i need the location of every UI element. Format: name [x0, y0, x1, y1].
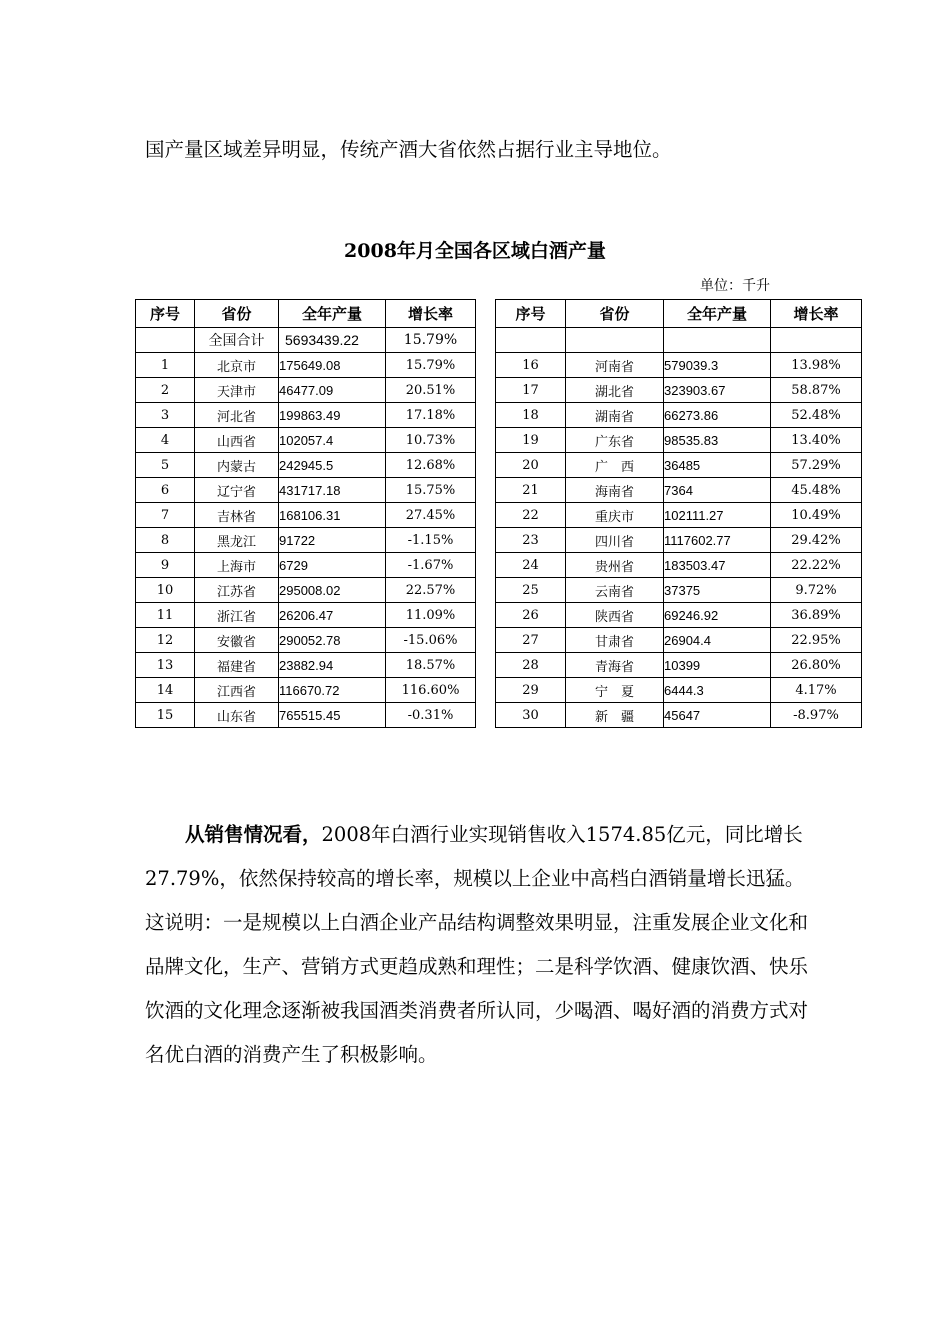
cell-output: 295008.02: [279, 578, 386, 603]
table-row: [136, 578, 476, 603]
cell-rate: 9.72%: [771, 578, 862, 603]
table-row: [136, 553, 476, 578]
cell-seq: 7: [136, 503, 195, 528]
cell-province: 海南省: [566, 478, 664, 503]
header-row: [136, 300, 476, 328]
table-row: [496, 678, 862, 703]
cell-province: 重庆市: [566, 503, 664, 528]
cell-rate: 15.75%: [386, 478, 476, 503]
production-table-left: [135, 299, 476, 728]
table-row: [136, 603, 476, 628]
cell-output: 66273.86: [664, 403, 771, 428]
cell-rate: 116.60%: [386, 678, 476, 703]
table-row: [136, 528, 476, 553]
cell-seq: 9: [136, 553, 195, 578]
cell-rate: 36.89%: [771, 603, 862, 628]
cell-rate: 57.29%: [771, 453, 862, 478]
sales-body: 2008年白酒行业实现销售收入1574.85亿元，同比增长27.79%，依然保持较高的增长率，规模以上企业中高档白酒销量增长迅猛。这说明：一是规模以上白酒企业产品结构调整效果明显，注重发展企业文化和品牌文化，生产、营销方式更趋成熟和理性；二是科学饮酒、健康饮酒、快乐饮酒的文化理念逐渐被我国酒类消费者所认同，少喝酒、喝好酒的消费方式对名优白酒的消费产生了积极影响。: [145, 823, 809, 1066]
table-row: [136, 478, 476, 503]
cell-seq: 26: [496, 603, 566, 628]
cell-province: 全国合计: [195, 328, 279, 353]
cell-output: 91722: [279, 528, 386, 553]
cell-seq: 25: [496, 578, 566, 603]
cell-seq: 17: [496, 378, 566, 403]
cell-output: 69246.92: [664, 603, 771, 628]
cell-province: 青海省: [566, 653, 664, 678]
cell-output: 36485: [664, 453, 771, 478]
cell-rate: -0.31%: [386, 703, 476, 728]
table-row: [496, 503, 862, 528]
table-title: 2008年月全国各区域白酒产量: [344, 240, 606, 262]
cell-province: 陕西省: [566, 603, 664, 628]
cell-seq: 23: [496, 528, 566, 553]
table-row: [136, 353, 476, 378]
table-row: [496, 628, 862, 653]
header-rate: 增长率: [386, 300, 476, 328]
table-row: [496, 553, 862, 578]
header-province: 省份: [566, 300, 664, 328]
cell-rate: 52.48%: [771, 403, 862, 428]
cell-seq: 22: [496, 503, 566, 528]
cell-output: 242945.5: [279, 453, 386, 478]
cell-province: 宁 夏: [566, 678, 664, 703]
cell-province: 贵州省: [566, 553, 664, 578]
cell-output: 5693439.22: [279, 328, 386, 353]
cell-province: 山东省: [195, 703, 279, 728]
cell-output: 431717.18: [279, 478, 386, 503]
table-row: [496, 528, 862, 553]
cell-province: 辽宁省: [195, 478, 279, 503]
cell-output: 45647: [664, 703, 771, 728]
cell-output: 183503.47: [664, 553, 771, 578]
table-row: [136, 378, 476, 403]
header-seq: 序号: [496, 300, 566, 328]
cell-output: 102111.27: [664, 503, 771, 528]
cell-output: 10399: [664, 653, 771, 678]
cell-output: 175649.08: [279, 353, 386, 378]
cell-province: 浙江省: [195, 603, 279, 628]
cell-output: 323903.67: [664, 378, 771, 403]
cell-province: 湖南省: [566, 403, 664, 428]
cell-rate: 13.98%: [771, 353, 862, 378]
cell-seq: 29: [496, 678, 566, 703]
table-row: [496, 478, 862, 503]
cell-province: 云南省: [566, 578, 664, 603]
table-row: [496, 403, 862, 428]
cell-rate: -1.15%: [386, 528, 476, 553]
cell-seq: 2: [136, 378, 195, 403]
cell-rate: 15.79%: [386, 328, 476, 353]
cell-rate: 26.80%: [771, 653, 862, 678]
cell-seq: 21: [496, 478, 566, 503]
cell-rate: 58.87%: [771, 378, 862, 403]
cell-seq: 8: [136, 528, 195, 553]
cell-output: 1117602.77: [664, 528, 771, 553]
table-row: [136, 403, 476, 428]
header-row: [496, 300, 862, 328]
cell-province: 广 西: [566, 453, 664, 478]
table-row: [496, 653, 862, 678]
cell-seq: 1: [136, 353, 195, 378]
cell-seq: 3: [136, 403, 195, 428]
header-output: 全年产量: [279, 300, 386, 328]
cell-rate: 20.51%: [386, 378, 476, 403]
cell-output: 23882.94: [279, 653, 386, 678]
unit-label: 单位：千升: [700, 278, 770, 294]
cell-rate: 29.42%: [771, 528, 862, 553]
cell-seq: 24: [496, 553, 566, 578]
cell-province: 天津市: [195, 378, 279, 403]
table-row: [136, 653, 476, 678]
cell-seq: 19: [496, 428, 566, 453]
cell-seq: 5: [136, 453, 195, 478]
cell-rate: 12.68%: [386, 453, 476, 478]
cell-province: 四川省: [566, 528, 664, 553]
total-row: [136, 328, 476, 353]
cell-province: 上海市: [195, 553, 279, 578]
cell-output: 26904.4: [664, 628, 771, 653]
table-row: [496, 428, 862, 453]
cell-province: 甘肃省: [566, 628, 664, 653]
cell-seq: [136, 328, 195, 353]
cell-output: 765515.45: [279, 703, 386, 728]
cell-seq: 6: [136, 478, 195, 503]
cell-output: 46477.09: [279, 378, 386, 403]
cell-rate: 11.09%: [386, 603, 476, 628]
sales-paragraph: [145, 813, 815, 1077]
cell-seq: 20: [496, 453, 566, 478]
table-row: [136, 703, 476, 728]
cell-seq: 14: [136, 678, 195, 703]
cell-seq: 27: [496, 628, 566, 653]
table-row: [496, 453, 862, 478]
cell-output: 579039.3: [664, 353, 771, 378]
table-row: [136, 428, 476, 453]
cell-output: 168106.31: [279, 503, 386, 528]
header-seq: 序号: [136, 300, 195, 328]
cell-province: 吉林省: [195, 503, 279, 528]
cell-seq: 18: [496, 403, 566, 428]
cell-province: 江苏省: [195, 578, 279, 603]
production-table-right: [495, 299, 862, 728]
table-row: [496, 353, 862, 378]
cell-output: 199863.49: [279, 403, 386, 428]
table-row: [136, 678, 476, 703]
table-row: [496, 603, 862, 628]
intro-paragraph: 国产量区域差异明显，传统产酒大省依然占据行业主导地位。: [145, 138, 672, 161]
cell-seq: 16: [496, 353, 566, 378]
table-row: [496, 378, 862, 403]
cell-seq: 28: [496, 653, 566, 678]
header-rate: 增长率: [771, 300, 862, 328]
cell-rate: 10.73%: [386, 428, 476, 453]
blank-row: [496, 328, 862, 353]
cell-rate: 22.22%: [771, 553, 862, 578]
cell-rate: 13.40%: [771, 428, 862, 453]
cell-seq: 10: [136, 578, 195, 603]
cell-rate: -8.97%: [771, 703, 862, 728]
cell-rate: 45.48%: [771, 478, 862, 503]
cell-province: 内蒙古: [195, 453, 279, 478]
cell-seq: 12: [136, 628, 195, 653]
cell-province: 湖北省: [566, 378, 664, 403]
cell-rate: 10.49%: [771, 503, 862, 528]
cell-output: 37375: [664, 578, 771, 603]
cell-output: 290052.78: [279, 628, 386, 653]
cell-rate: 22.57%: [386, 578, 476, 603]
table-row: [136, 453, 476, 478]
table-row: [496, 578, 862, 603]
cell-province: 北京市: [195, 353, 279, 378]
cell-rate: 15.79%: [386, 353, 476, 378]
cell-output: 102057.4: [279, 428, 386, 453]
cell-province: 新 疆: [566, 703, 664, 728]
cell-province: 河南省: [566, 353, 664, 378]
cell-province: 安徽省: [195, 628, 279, 653]
cell-province: 广东省: [566, 428, 664, 453]
cell-rate: 4.17%: [771, 678, 862, 703]
table-row: [496, 703, 862, 728]
cell-seq: 4: [136, 428, 195, 453]
cell-seq: 15: [136, 703, 195, 728]
cell-seq: 30: [496, 703, 566, 728]
cell-seq: 13: [136, 653, 195, 678]
cell-province: 江西省: [195, 678, 279, 703]
cell-province: 黑龙江: [195, 528, 279, 553]
cell-rate: 18.57%: [386, 653, 476, 678]
cell-rate: -15.06%: [386, 628, 476, 653]
cell-output: 26206.47: [279, 603, 386, 628]
cell-output: 116670.72: [279, 678, 386, 703]
cell-seq: 11: [136, 603, 195, 628]
header-output: 全年产量: [664, 300, 771, 328]
header-province: 省份: [195, 300, 279, 328]
cell-rate: 22.95%: [771, 628, 862, 653]
cell-rate: -1.67%: [386, 553, 476, 578]
table-row: [136, 628, 476, 653]
cell-province: 河北省: [195, 403, 279, 428]
cell-rate: 17.18%: [386, 403, 476, 428]
cell-output: 98535.83: [664, 428, 771, 453]
cell-output: 7364: [664, 478, 771, 503]
cell-output: 6729: [279, 553, 386, 578]
cell-province: 福建省: [195, 653, 279, 678]
sales-lead: 从销售情况看，: [185, 823, 322, 846]
cell-rate: 27.45%: [386, 503, 476, 528]
table-row: [136, 503, 476, 528]
cell-output: 6444.3: [664, 678, 771, 703]
cell-province: 山西省: [195, 428, 279, 453]
